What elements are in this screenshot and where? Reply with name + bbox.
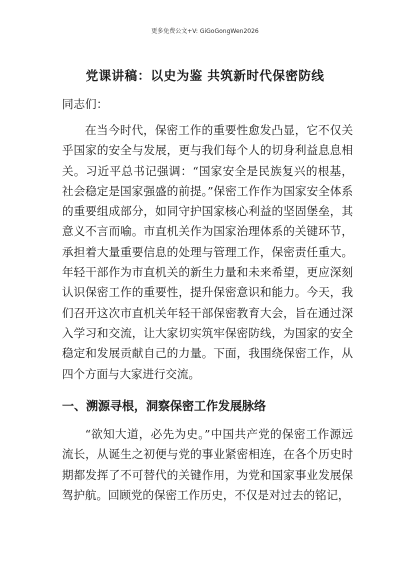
- document-title: 党课讲稿：以史为鉴 共筑新时代保密防线: [85, 68, 325, 83]
- section-heading-1: 一、溯源寻根，洞察保密工作发展脉络: [62, 399, 267, 413]
- body-paragraph-2: “欲知大道，必先为史。”中国共产党的保密工作源远流长，从诞生之初便与党的事业紧密相连，在各个历史时期都发挥了不可替代的关键作用，为党和国家事业发展保驾护航。回顾党的保密工作历史，不仅是对过去的铭记，: [62, 427, 353, 502]
- body-paragraph-1: 在当今时代，保密工作的重要性愈发凸显，它不仅关乎国家的安全与发展，更与我们每个人的切身利益息息相关。习近平总书记强调：“国家安全是民族复兴的根基，社会稳定是国家强盛的前提。”保密工作作为国家安全体系的重要组成部分，如同守护国家核心利益的坚固堡垒，其意义不言而喻。市直机关作为国家治理体系的关键环节，承担着大量重要信息的处理与管理工作，保密责任重大。年轻干部作为市直机关的新生力量和未来希望，更应深刻认识保密工作的重要性，提升保密意识和能力。今天，我们召开这次市直机关年轻干部保密教育大会，旨在通过深入学习和交流，让大家切实筑牢保密防线，为国家的安全稳定和发展贡献自己的力量。下面，我围绕保密工作，从四个方面与大家进行交流。: [62, 123, 353, 381]
- header-note: 更多免费公文+V: GiGoGongWen2026: [151, 28, 259, 35]
- salutation: 同志们：: [62, 97, 108, 111]
